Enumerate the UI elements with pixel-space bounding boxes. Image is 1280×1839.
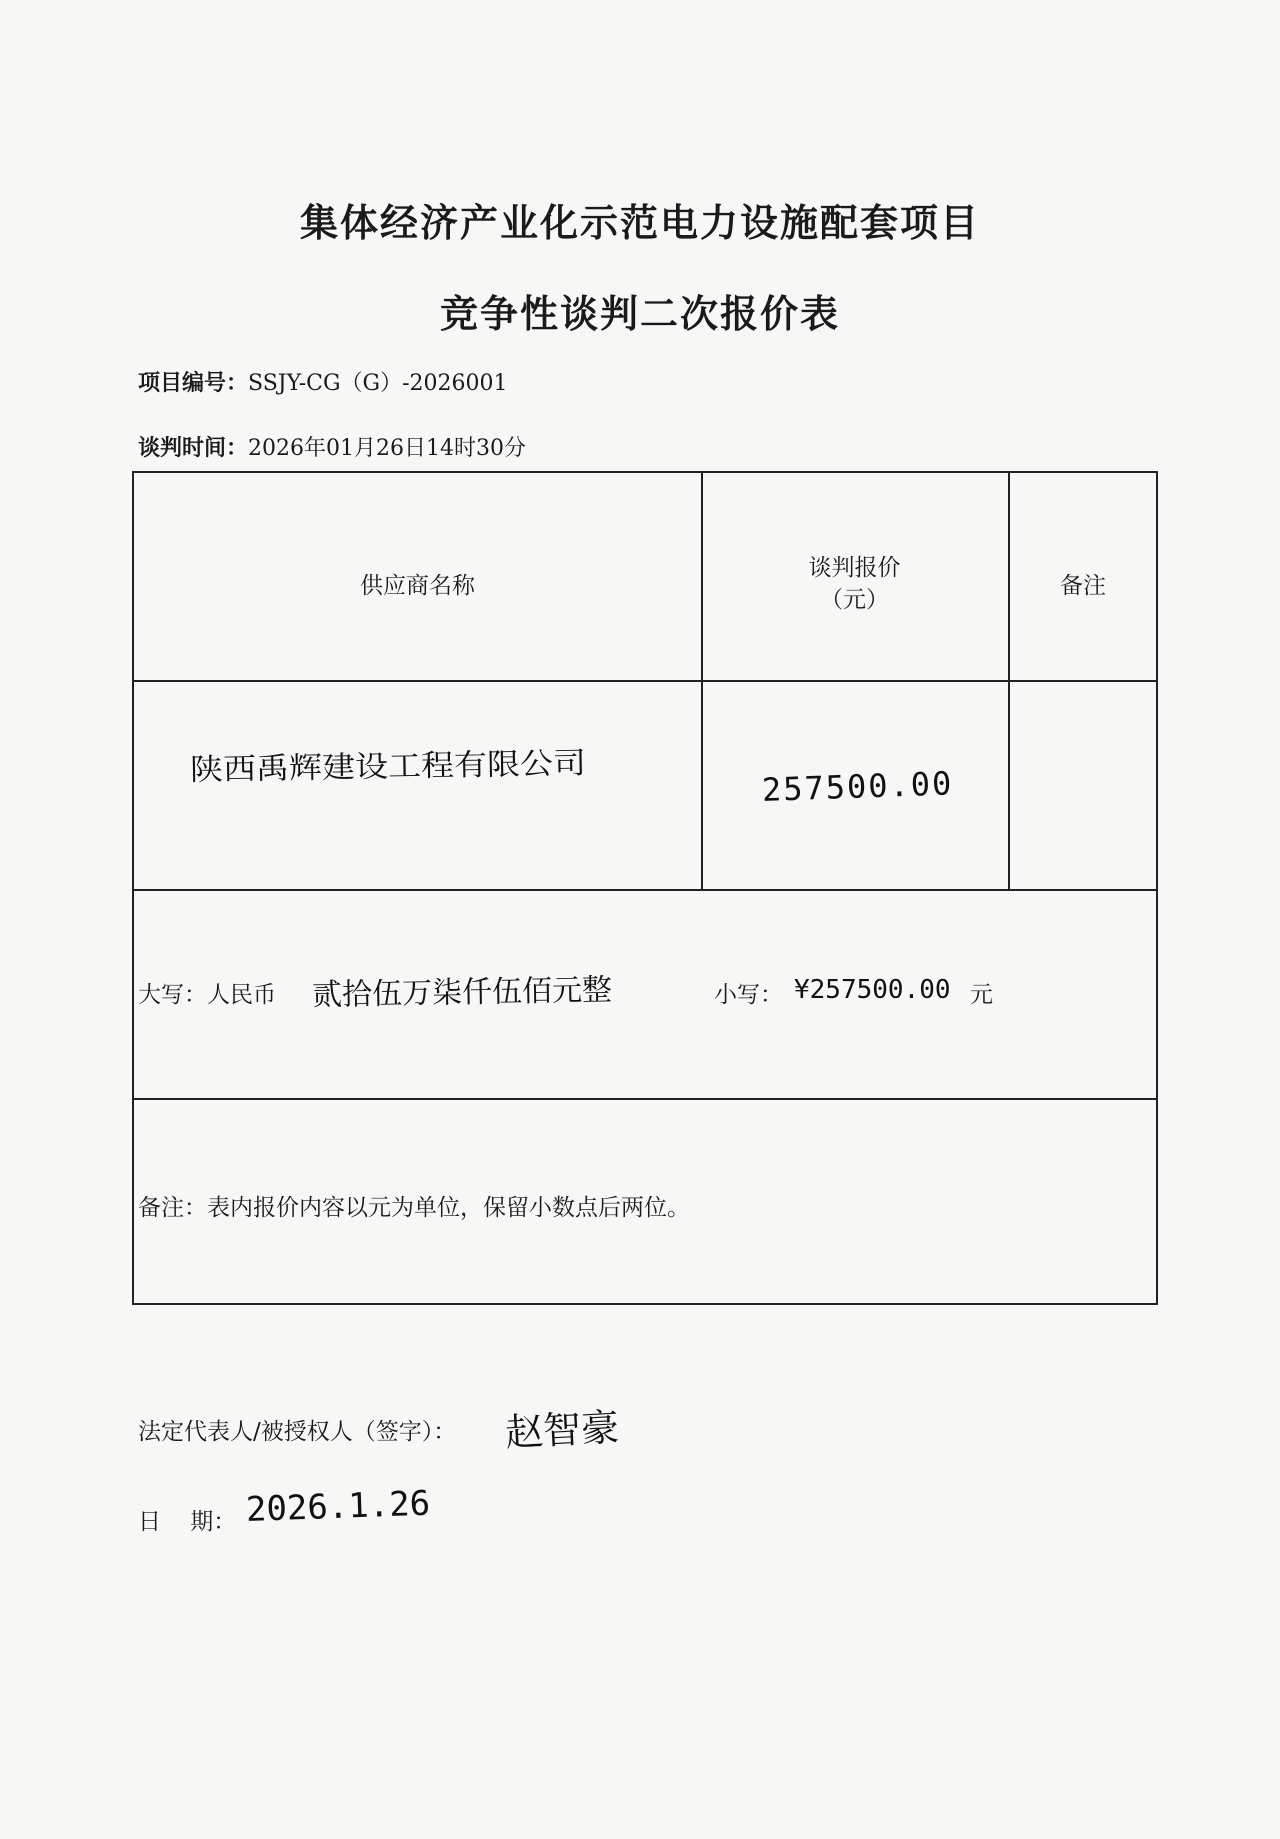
project-number-value: SSJY-CG（G）-2026001 xyxy=(248,371,508,396)
small-amount-label: 小写： xyxy=(714,982,783,1008)
small-amount-unit: 元 xyxy=(970,982,993,1008)
table-note: 备注：表内报价内容以元为单位，保留小数点后两位。 xyxy=(138,1195,690,1221)
supplier-name-handwritten: 陕西禹辉建设工程有限公司 xyxy=(189,746,587,788)
signature-handwritten: 赵智豪 xyxy=(504,1405,621,1455)
project-number-label: 项目编号： xyxy=(138,371,249,396)
header-quote-unit: （元） xyxy=(820,587,889,613)
table-column-divider xyxy=(701,473,703,891)
date-label: 日 期： xyxy=(138,1509,237,1535)
capital-amount-label: 大写：人民币 xyxy=(138,982,276,1008)
negotiation-time xyxy=(138,431,526,462)
signature-label: 法定代表人/被授权人（签字）： xyxy=(138,1419,457,1445)
negotiation-time-value: 2026年01月26日14时30分 xyxy=(248,436,526,461)
header-remarks: 备注 xyxy=(1060,573,1106,599)
header-quote: 谈判报价 xyxy=(808,555,901,581)
date-handwritten: 2026.1.26 xyxy=(245,1483,431,1530)
header-supplier-name: 供应商名称 xyxy=(360,573,475,599)
small-amount-handwritten: ¥257500.00 xyxy=(794,975,951,1005)
quote-handwritten: 257500.00 xyxy=(761,764,954,809)
quotation-table xyxy=(132,471,1158,1305)
document-title: 集体经济产业化示范电力设施配套项目 xyxy=(299,201,980,245)
document-subtitle: 竞争性谈判二次报价表 xyxy=(439,292,840,336)
capital-amount-handwritten: 贰拾伍万柒仟伍佰元整 xyxy=(311,972,613,1013)
project-number xyxy=(138,366,508,397)
table-divider xyxy=(134,889,1156,891)
table-divider xyxy=(134,1098,1156,1100)
negotiation-time-label: 谈判时间： xyxy=(138,436,249,461)
table-divider xyxy=(134,680,1156,682)
table-column-divider xyxy=(1008,473,1010,891)
